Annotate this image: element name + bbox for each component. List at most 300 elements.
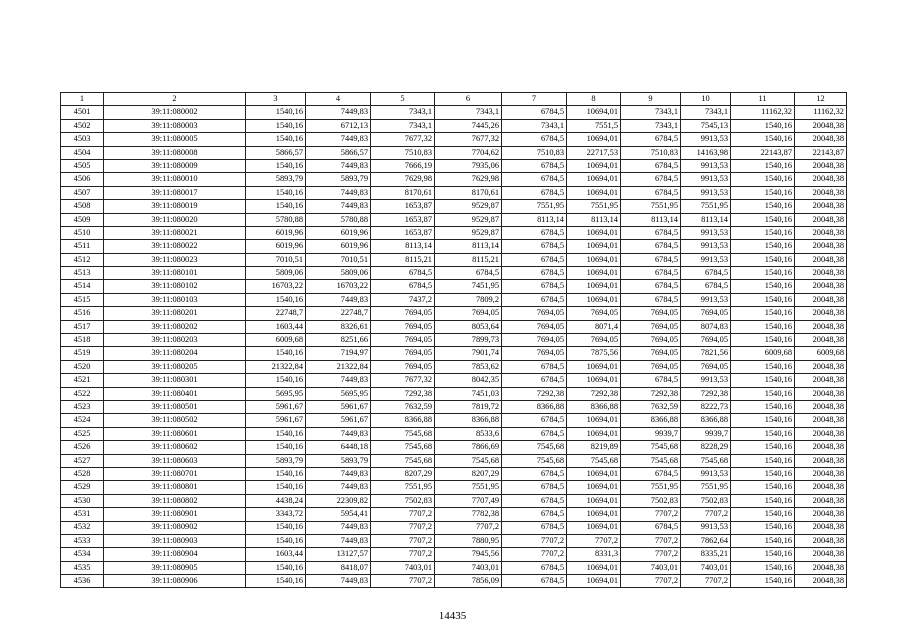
table-cell: 10694,01	[567, 481, 621, 494]
table-cell: 8170,61	[435, 186, 502, 199]
table-cell: 1540,16	[246, 106, 306, 119]
table-cell: 9939,7	[681, 427, 731, 440]
table-cell: 7694,05	[621, 307, 681, 320]
table-cell: 1540,16	[731, 280, 795, 293]
table-cell: 14163,98	[681, 146, 731, 159]
table-cell: 8219,89	[567, 441, 621, 454]
table-cell: 1540,16	[246, 293, 306, 306]
table-cell: 22143,87	[795, 146, 847, 159]
table-cell: 1540,16	[246, 467, 306, 480]
table-cell: 20048,38	[795, 374, 847, 387]
table-cell: 7707,2	[371, 521, 435, 534]
table-row	[61, 521, 847, 534]
table-cell: 20048,38	[795, 454, 847, 467]
table-cell: 5695,95	[246, 387, 306, 400]
table-cell: 9913,53	[681, 226, 731, 239]
table-cell: 21322,84	[246, 360, 306, 373]
table-cell: 4505	[61, 159, 104, 172]
table-cell: 6784,5	[681, 280, 731, 293]
table-cell: 7677,32	[435, 133, 502, 146]
table-cell: 1653,87	[371, 200, 435, 213]
table-cell: 1540,16	[731, 374, 795, 387]
table-cell: 7862,64	[681, 534, 731, 547]
table-cell: 1540,16	[246, 441, 306, 454]
table-cell: 1540,16	[731, 467, 795, 480]
table-cell: 10694,01	[567, 267, 621, 280]
table-row	[61, 575, 847, 588]
table-cell: 7694,05	[502, 307, 567, 320]
table-cell: 10694,01	[567, 106, 621, 119]
table-cell: 39:11:080022	[104, 240, 246, 253]
table-cell: 10694,01	[567, 240, 621, 253]
table-cell: 5893,79	[306, 173, 371, 186]
table-cell: 6784,5	[621, 186, 681, 199]
table-cell: 6784,5	[502, 508, 567, 521]
table-cell: 39:11:080201	[104, 307, 246, 320]
table-cell: 6784,5	[502, 521, 567, 534]
table-cell: 1540,16	[731, 387, 795, 400]
table-cell: 7694,05	[621, 360, 681, 373]
table-cell: 7449,83	[306, 427, 371, 440]
table-cell: 10694,01	[567, 253, 621, 266]
table-cell: 10694,01	[567, 360, 621, 373]
table-cell: 6784,5	[681, 267, 731, 280]
table-cell: 7707,2	[371, 508, 435, 521]
table-cell: 7292,38	[621, 387, 681, 400]
table-cell: 7343,1	[502, 119, 567, 132]
table-cell: 7694,05	[567, 307, 621, 320]
table-cell: 7445,26	[435, 119, 502, 132]
table-cell: 20048,38	[795, 400, 847, 413]
table-cell: 8115,21	[371, 253, 435, 266]
table-cell: 20048,38	[795, 293, 847, 306]
table-cell: 7901,74	[435, 347, 502, 360]
table-cell: 4438,24	[246, 494, 306, 507]
table-cell: 4512	[61, 253, 104, 266]
table-cell: 4529	[61, 481, 104, 494]
table-cell: 7707,2	[371, 575, 435, 588]
table-cell: 7551,95	[621, 200, 681, 213]
table-cell: 22143,87	[731, 146, 795, 159]
table-cell: 1653,87	[371, 226, 435, 239]
table-cell: 6784,5	[502, 173, 567, 186]
table-cell: 1540,16	[731, 454, 795, 467]
table-cell: 6784,5	[621, 240, 681, 253]
table-cell: 5809,06	[246, 267, 306, 280]
table-cell: 20048,38	[795, 200, 847, 213]
table-cell: 7010,51	[246, 253, 306, 266]
table-cell: 8170,61	[371, 186, 435, 199]
table-cell: 39:11:080008	[104, 146, 246, 159]
table-cell: 8228,29	[681, 441, 731, 454]
table-cell: 8113,14	[502, 213, 567, 226]
table-cell: 7292,38	[502, 387, 567, 400]
table-cell: 1540,16	[246, 481, 306, 494]
table-cell: 6019,96	[306, 240, 371, 253]
table-cell: 7545,68	[371, 454, 435, 467]
table-cell: 7449,83	[306, 374, 371, 387]
table-cell: 10694,01	[567, 186, 621, 199]
table-cell: 9913,53	[681, 159, 731, 172]
table-cell: 7707,2	[621, 508, 681, 521]
table-cell: 10694,01	[567, 494, 621, 507]
table-cell: 20048,38	[795, 521, 847, 534]
table-cell: 5893,79	[246, 173, 306, 186]
table-cell: 20048,38	[795, 441, 847, 454]
table-cell: 8326,61	[306, 320, 371, 333]
table-cell: 9913,53	[681, 133, 731, 146]
table-cell: 22717,53	[567, 146, 621, 159]
table-cell: 7551,95	[681, 481, 731, 494]
table-cell: 7545,68	[621, 441, 681, 454]
table-cell: 7010,51	[306, 253, 371, 266]
table-row	[61, 494, 847, 507]
table-cell: 1540,16	[731, 334, 795, 347]
table-cell: 7694,05	[502, 320, 567, 333]
table-cell: 1540,16	[731, 561, 795, 574]
table-cell: 20048,38	[795, 548, 847, 561]
table-cell: 7707,2	[371, 548, 435, 561]
table-cell: 4514	[61, 280, 104, 293]
table-cell: 10694,01	[567, 133, 621, 146]
table-cell: 4501	[61, 106, 104, 119]
table-cell: 10694,01	[567, 414, 621, 427]
table-cell: 1540,16	[246, 133, 306, 146]
table-cell: 4503	[61, 133, 104, 146]
table-cell: 6784,5	[621, 159, 681, 172]
table-cell: 39:11:080603	[104, 454, 246, 467]
table-row	[61, 320, 847, 333]
table-cell: 10694,01	[567, 173, 621, 186]
table-cell: 39:11:080002	[104, 106, 246, 119]
column-header: 12	[795, 93, 847, 106]
table-row	[61, 159, 847, 172]
table-cell: 8074,83	[681, 320, 731, 333]
table-cell: 8042,35	[435, 374, 502, 387]
table-cell: 39:11:080020	[104, 213, 246, 226]
table-cell: 7449,83	[306, 521, 371, 534]
table-cell: 6784,5	[502, 133, 567, 146]
table-cell: 7677,32	[371, 374, 435, 387]
table-cell: 6784,5	[621, 173, 681, 186]
table-cell: 8533,6	[435, 427, 502, 440]
table-cell: 7449,83	[306, 133, 371, 146]
table-cell: 20048,38	[795, 508, 847, 521]
table-cell: 7343,1	[621, 106, 681, 119]
table-cell: 39:11:080204	[104, 347, 246, 360]
table-cell: 8071,4	[567, 320, 621, 333]
table-row	[61, 200, 847, 213]
table-cell: 7694,05	[371, 307, 435, 320]
table-cell: 7935,06	[435, 159, 502, 172]
table-cell: 8335,21	[681, 548, 731, 561]
table-cell: 6784,5	[621, 133, 681, 146]
table-cell: 9913,53	[681, 467, 731, 480]
table-row	[61, 226, 847, 239]
table-cell: 7707,2	[621, 575, 681, 588]
table-cell: 7809,2	[435, 293, 502, 306]
table-cell: 10694,01	[567, 293, 621, 306]
table-cell: 7551,95	[435, 481, 502, 494]
table-cell: 39:11:080005	[104, 133, 246, 146]
table-cell: 9913,53	[681, 173, 731, 186]
table-cell: 7694,05	[435, 307, 502, 320]
table-cell: 39:11:080102	[104, 280, 246, 293]
table-cell: 6784,5	[502, 186, 567, 199]
table-cell: 7545,68	[502, 441, 567, 454]
table-cell: 10694,01	[567, 467, 621, 480]
table-cell: 7707,2	[502, 548, 567, 561]
table-cell: 39:11:080203	[104, 334, 246, 347]
table-cell: 7694,05	[681, 307, 731, 320]
table-cell: 5809,06	[306, 267, 371, 280]
table-cell: 7437,2	[371, 293, 435, 306]
table-cell: 1540,16	[246, 186, 306, 199]
table-cell: 9529,87	[435, 226, 502, 239]
table-cell: 10694,01	[567, 374, 621, 387]
table-cell: 20048,38	[795, 307, 847, 320]
table-cell: 5780,88	[306, 213, 371, 226]
column-header: 9	[621, 93, 681, 106]
table-row	[61, 213, 847, 226]
column-header: 1	[61, 93, 104, 106]
table-cell: 20048,38	[795, 481, 847, 494]
table-cell: 22309,82	[306, 494, 371, 507]
table-cell: 6784,5	[502, 427, 567, 440]
table-cell: 7403,01	[621, 561, 681, 574]
table-cell: 7403,01	[681, 561, 731, 574]
table-cell: 6784,5	[502, 293, 567, 306]
table-header-row	[61, 93, 847, 106]
table-cell: 1540,16	[731, 267, 795, 280]
table-cell: 7666,19	[371, 159, 435, 172]
table-cell: 8366,88	[502, 400, 567, 413]
table-cell: 11162,32	[731, 106, 795, 119]
table-cell: 39:11:080009	[104, 159, 246, 172]
table-cell: 1540,16	[731, 213, 795, 226]
table-cell: 6784,5	[621, 253, 681, 266]
table-cell: 7292,38	[371, 387, 435, 400]
table-row	[61, 347, 847, 360]
table-cell: 7545,68	[371, 427, 435, 440]
table-cell: 7343,1	[681, 106, 731, 119]
table-cell: 6009,68	[731, 347, 795, 360]
table-cell: 7694,05	[621, 320, 681, 333]
table-cell: 7875,56	[567, 347, 621, 360]
table-cell: 4533	[61, 534, 104, 547]
table-cell: 1540,16	[246, 200, 306, 213]
table-cell: 6784,5	[502, 106, 567, 119]
table-cell: 39:11:080502	[104, 414, 246, 427]
table-cell: 20048,38	[795, 240, 847, 253]
table-cell: 6784,5	[502, 494, 567, 507]
table-cell: 6784,5	[621, 521, 681, 534]
table-cell: 4525	[61, 427, 104, 440]
table-cell: 39:11:080017	[104, 186, 246, 199]
table-cell: 7545,68	[502, 454, 567, 467]
table-cell: 8207,29	[435, 467, 502, 480]
table-row	[61, 454, 847, 467]
table-cell: 6784,5	[502, 561, 567, 574]
table-cell: 39:11:080101	[104, 267, 246, 280]
table-cell: 4510	[61, 226, 104, 239]
table-cell: 5961,67	[246, 400, 306, 413]
table-cell: 20048,38	[795, 334, 847, 347]
table-cell: 5961,67	[306, 400, 371, 413]
table-cell: 11162,32	[795, 106, 847, 119]
table-cell: 7449,83	[306, 534, 371, 547]
table-cell: 8113,14	[621, 213, 681, 226]
table-cell: 39:11:080301	[104, 374, 246, 387]
table-cell: 4532	[61, 521, 104, 534]
table-row	[61, 548, 847, 561]
table-cell: 1540,16	[731, 360, 795, 373]
table-body	[61, 106, 847, 588]
table-cell: 4509	[61, 213, 104, 226]
table-cell: 7451,03	[435, 387, 502, 400]
table-cell: 1540,16	[731, 521, 795, 534]
table-cell: 8222,73	[681, 400, 731, 413]
table-cell: 1540,16	[731, 414, 795, 427]
table-cell: 4515	[61, 293, 104, 306]
table-cell: 4535	[61, 561, 104, 574]
table-cell: 20048,38	[795, 280, 847, 293]
table-cell: 9913,53	[681, 374, 731, 387]
table-row	[61, 387, 847, 400]
table-cell: 39:11:080023	[104, 253, 246, 266]
table-cell: 8113,14	[681, 213, 731, 226]
table-cell: 7782,38	[435, 508, 502, 521]
table-cell: 7853,62	[435, 360, 502, 373]
table-cell: 4524	[61, 414, 104, 427]
column-header: 6	[435, 93, 502, 106]
table-cell: 1540,16	[731, 253, 795, 266]
table-cell: 8113,14	[371, 240, 435, 253]
table-cell: 7694,05	[502, 347, 567, 360]
table-cell: 20048,38	[795, 575, 847, 588]
table-cell: 7545,13	[681, 119, 731, 132]
table-cell: 39:11:080903	[104, 534, 246, 547]
table-cell: 7449,83	[306, 293, 371, 306]
table-cell: 8366,88	[621, 414, 681, 427]
table-cell: 4507	[61, 186, 104, 199]
table-cell: 22748,7	[306, 307, 371, 320]
table-cell: 5961,67	[246, 414, 306, 427]
table-cell: 5780,88	[246, 213, 306, 226]
table-cell: 7707,2	[435, 521, 502, 534]
table-cell: 8366,88	[435, 414, 502, 427]
table-cell: 9913,53	[681, 240, 731, 253]
column-header: 2	[104, 93, 246, 106]
table-cell: 7292,38	[681, 387, 731, 400]
table-cell: 39:11:080601	[104, 427, 246, 440]
table-row	[61, 427, 847, 440]
column-header: 8	[567, 93, 621, 106]
column-header: 3	[246, 93, 306, 106]
table-row	[61, 146, 847, 159]
table-cell: 20048,38	[795, 494, 847, 507]
table-cell: 6784,5	[502, 575, 567, 588]
table-cell: 6009,68	[246, 334, 306, 347]
table-cell: 7510,83	[621, 146, 681, 159]
table-cell: 39:11:080905	[104, 561, 246, 574]
table-cell: 7502,83	[621, 494, 681, 507]
table-cell: 1540,16	[246, 427, 306, 440]
table-row	[61, 534, 847, 547]
table-cell: 7694,05	[371, 360, 435, 373]
table-cell: 7632,59	[371, 400, 435, 413]
table-cell: 7551,95	[621, 481, 681, 494]
table-cell: 10694,01	[567, 159, 621, 172]
table-cell: 1653,87	[371, 213, 435, 226]
table-row	[61, 334, 847, 347]
table-cell: 4528	[61, 467, 104, 480]
table-row	[61, 307, 847, 320]
table-cell: 7694,05	[567, 334, 621, 347]
table-cell: 9529,87	[435, 200, 502, 213]
table-cell: 10694,01	[567, 575, 621, 588]
table-cell: 1540,16	[731, 293, 795, 306]
table-cell: 7694,05	[681, 334, 731, 347]
table-cell: 8251,66	[306, 334, 371, 347]
table-cell: 16703,22	[306, 280, 371, 293]
table-cell: 6784,5	[371, 267, 435, 280]
table-cell: 1540,16	[246, 575, 306, 588]
table-cell: 7694,05	[681, 360, 731, 373]
table-cell: 6784,5	[502, 240, 567, 253]
table-cell: 1540,16	[731, 307, 795, 320]
table-cell: 4523	[61, 400, 104, 413]
table-cell: 1540,16	[246, 119, 306, 132]
table-cell: 39:11:080906	[104, 575, 246, 588]
table-cell: 9913,53	[681, 186, 731, 199]
table-cell: 1603,44	[246, 548, 306, 561]
table-cell: 1540,16	[731, 508, 795, 521]
table-cell: 7451,95	[435, 280, 502, 293]
table-cell: 39:11:080010	[104, 173, 246, 186]
table-cell: 6448,18	[306, 441, 371, 454]
table-row	[61, 481, 847, 494]
table-cell: 5695,95	[306, 387, 371, 400]
table-cell: 20048,38	[795, 320, 847, 333]
table-cell: 7449,83	[306, 200, 371, 213]
table-row	[61, 173, 847, 186]
table-cell: 1540,16	[246, 374, 306, 387]
table-cell: 7866,69	[435, 441, 502, 454]
table-cell: 7677,32	[371, 133, 435, 146]
table-cell: 1540,16	[246, 534, 306, 547]
table-cell: 7629,98	[371, 173, 435, 186]
table-row	[61, 441, 847, 454]
table-cell: 20048,38	[795, 119, 847, 132]
column-header: 4	[306, 93, 371, 106]
column-header: 10	[681, 93, 731, 106]
table-cell: 7707,2	[681, 575, 731, 588]
table-row	[61, 119, 847, 132]
table-cell: 39:11:080701	[104, 467, 246, 480]
table-cell: 4521	[61, 374, 104, 387]
table-cell: 20048,38	[795, 534, 847, 547]
table-cell: 7694,05	[371, 347, 435, 360]
table-cell: 1540,16	[731, 200, 795, 213]
table-cell: 20048,38	[795, 253, 847, 266]
table-cell: 4536	[61, 575, 104, 588]
table-cell: 1540,16	[246, 347, 306, 360]
table-cell: 39:11:080801	[104, 481, 246, 494]
table-cell: 7545,68	[567, 454, 621, 467]
table-cell: 4534	[61, 548, 104, 561]
table-cell: 1540,16	[731, 494, 795, 507]
